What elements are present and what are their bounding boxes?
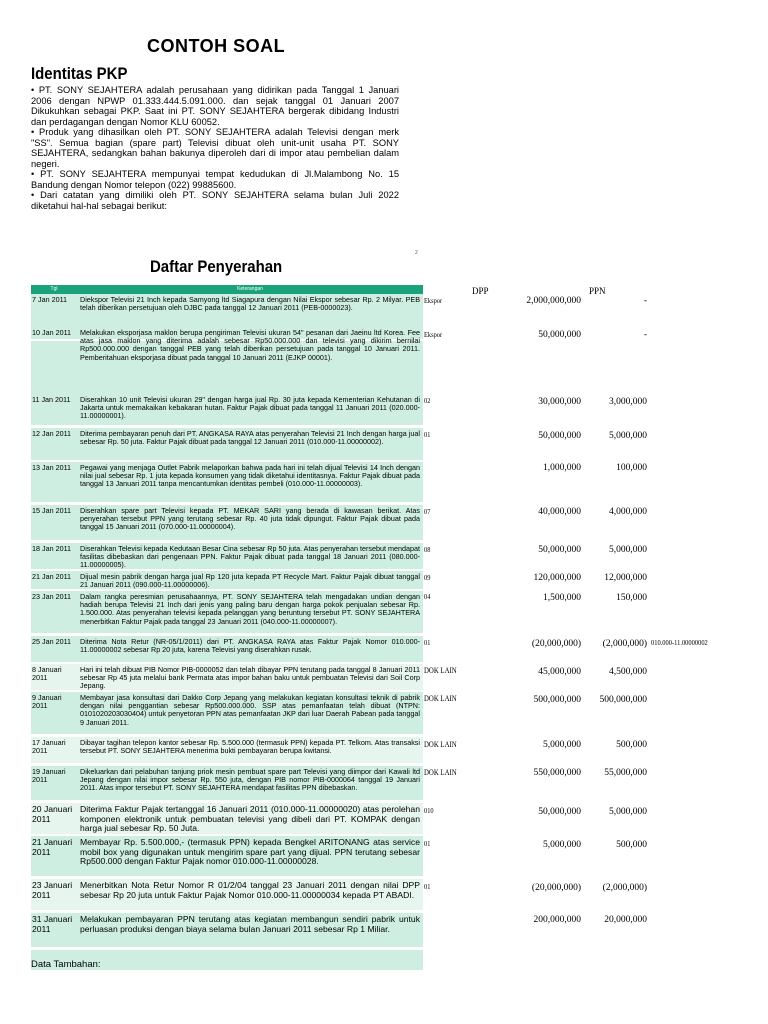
row-code: 09: [424, 573, 431, 582]
table-row: [31, 505, 423, 542]
row-code: DOK LAIN: [424, 740, 457, 749]
table-row: [31, 428, 423, 462]
row-date: 19 Januari 2011: [32, 767, 66, 785]
row-dpp: 30,000,000: [538, 397, 581, 407]
row-date: 21 Januari 2011: [32, 837, 73, 857]
row-dpp: 5,000,000: [543, 740, 581, 750]
row-code: Ekspor: [424, 330, 443, 339]
identity-paragraph: • PT. SONY SEJAHTERA mempunyai tempat kedudukan di Jl.Malambong No. 15 Bandung dengan Nomor telepon (022) 99885600.: [31, 169, 399, 190]
page-marker: 2: [415, 250, 418, 256]
row-ppn: 55,000,000: [604, 768, 647, 778]
row-ppn: 20,000,000: [604, 915, 647, 925]
row-description: Dikeluarkan dari pelabuhan tanjung priok mesin pembuat spare part Televisi yang diimpor dari Kawali ltd Jepang dengan nilai impor sebesar Rp. 550 juta, dengan PIB nomor PIB-0000064 tanggal 19 Januari 2011. Atas impor tersebut PT. SONY SEJAHTERA mendapat fasilitas PPN dibebaskan.: [80, 767, 420, 793]
row-dpp: 2,000,000,000: [526, 296, 581, 306]
row-dpp: 5,000,000: [543, 840, 581, 850]
row-date: 13 Jan 2011: [32, 463, 72, 472]
row-description: Hari ini telah dibuat PIB Nomor PIB-0000052 dan telah dibayar PPN terutang pada tanggal 8 Januari 2011 sebesar Rp 45 juta melalui bank Permata atas impor bahan baku untuk pembuatan Televisi dari Soil Corp Jepang.: [80, 665, 420, 691]
row-code: DOK LAIN: [424, 768, 457, 777]
table-row: [31, 394, 423, 427]
table-row: [31, 462, 423, 504]
row-ppn: 4,000,000: [609, 507, 647, 517]
table-header: [31, 285, 423, 294]
row-code: DOK LAIN: [424, 666, 457, 675]
row-date: 10 Jan 2011: [32, 328, 72, 337]
row-code: 07: [424, 507, 431, 516]
table-row: [31, 836, 423, 878]
row-ppn: 3,000,000: [609, 397, 647, 407]
table-row: [31, 664, 423, 692]
identity-paragraph: • PT. SONY SEJAHTERA adalah perusahaan yang didirikan pada Tanggal 1 Januari 2006 dengan NPWP 01.333.444.5.091.000. dan sejak tanggal 01 Januari 2007 Dikukuhkan sebagai PKP. Saat ini PT. SONY SEJAHTERA bergerak dibidang Industri dan perdagangan dengan Nomor KLU 60052.: [31, 85, 399, 127]
row-description: Membayar Rp. 5.500.000,- (termasuk PPN) kepada Bengkel ARITONANG atas service mobil box yang digunakan untuk mengirim spare part yang dijual. PPN terutang sebesar Rp500.000 dengan Faktur Pajak nomor 010.000-11.00000028.: [80, 837, 420, 867]
row-code: 01: [424, 430, 431, 439]
row-date: 25 Jan 2011: [32, 637, 72, 646]
row-description: Diterima Nota Retur (NR-05/1/2011) dari PT. ANGKASA RAYA atas Faktur Pajak Nomor 010.000-11.00000002 sebesar Rp 20 juta, karena Televisi yang diserahkan rusak.: [80, 637, 420, 655]
table-row: [31, 766, 423, 802]
row-description: Melakukan pembayaran PPN terutang atas kegiatan membangun sendiri pabrik untuk perluasan produksi dengan biaya selama bulan Januari 2011 sebesar Rp 1 Miliar.: [80, 914, 420, 934]
row-ppn: 4,500,000: [609, 667, 647, 677]
row-description: Diserahkan spare part Televisi kepada PT. MEKAR SARI yang berada di kawasan berikat. Atas penyerahan tersebut PPN yang terutang sebesar Rp. 40 juta tidak dipungut. Faktur Pajak dibuat pada tanggal 15 Januari 2011 (070.000-11.00000004).: [80, 506, 420, 532]
column-header-dpp: DPP: [472, 286, 489, 296]
row-code: 02: [424, 396, 431, 405]
row-dpp: 50,000,000: [538, 330, 581, 340]
row-description: Diterima pembayaran penuh dari PT. ANGKASA RAYA atas penyerahan Televisi 21 Inch dengan harga jual sebesar Rp. 50 juta. Faktur Pajak dibuat pada tanggal 12 Januari 2011 (010.000-11.00000002).: [80, 429, 420, 447]
row-description: Diekspor Televisi 21 Inch kepada Samyong ltd Siagapura dengan Nilai Ekspor sebesar Rp. 2 Milyar. PEB telah diberikan persetujuan oleh DJBC pada tanggal 12 Januari 2011 (PEB-0000023).: [80, 295, 420, 313]
additional-data-label: Data Tambahan:: [31, 959, 101, 970]
identity-paragraph: • Produk yang dihasilkan oleh PT. SONY SEJAHTERA adalah Televisi dengan merk "SS". Semua bagian (spare part) Televisi dibuat oleh unit-unit usaha PT. SONY SEJAHTERA, sedangkan bahan bakunya diperoleh dari di impor atau pembelian dalam negeri.: [31, 127, 399, 169]
row-dpp: 45,000,000: [538, 667, 581, 677]
row-dpp: 550,000,000: [533, 768, 581, 778]
row-ppn: 500,000: [616, 740, 647, 750]
row-date: 23 Januari 2011: [32, 880, 73, 900]
row-description: Membayar jasa konsultasi dari Dakko Corp Jepang yang melakukan kegiatan konsultasi teknik di pabrik dengan nilai penggantian sebesar Rp500.000.000. SSP atas pemanfaatan telah dibuat (NTPN: 0101020203030404) untuk penyetoran PPN atas pemanfaatan JKP dari luar Daerah Pabean pada tanggal 9 Januari 2011.: [80, 693, 420, 727]
table-row: [31, 737, 423, 765]
table-row: [31, 543, 423, 571]
column-header-description: Keterangan: [237, 286, 263, 292]
identity-paragraph: • Dari catatan yang dimiliki oleh PT. SONY SEJAHTERA selama bulan Juli 2022 diketahui hal-hal sebagai berikut:: [31, 190, 399, 211]
row-dpp: 200,000,000: [533, 915, 581, 925]
row-ppn: (2,000,000): [602, 639, 647, 649]
row-date: 9 Januari 2011: [32, 693, 62, 711]
row-date: 23 Jan 2011: [32, 592, 72, 601]
row-description: Pegawai yang menjaga Outlet Pabrik melaporkan bahwa pada hari ini telah dijual Televisi 14 Inch dengan nilai jual sebesar Rp. 1 juta kepada konsumen yang tidak diketahui identitasnya. Faktur Pajak dibuat pada tanggal 13 Januari 2011 tanpa mencantumkan identitas pembeli (010.000-11.00000003).: [80, 463, 420, 489]
identity-heading: Identitas PKP: [31, 64, 128, 83]
row-description: Diserahkan Televisi kepada Kedutaan Besar Cina sebesar Rp 50 juta. Atas penyerahan tersebut mendapat fasilitas dibebaskan dari pengenaan PPN. Faktur Pajak dibuat pada tanggal 18 Januari 2011 (080.000-11.00000005).: [80, 544, 420, 570]
row-dpp: 1,000,000: [543, 463, 581, 473]
row-code: 08: [424, 545, 431, 554]
row-date: 15 Jan 2011: [32, 506, 72, 515]
row-ppn: (2,000,000): [602, 883, 647, 893]
row-code: 010: [424, 806, 434, 815]
row-ppn: 12,000,000: [604, 573, 647, 583]
row-dpp: 50,000,000: [538, 545, 581, 555]
row-dpp: 1,500,000: [543, 593, 581, 603]
row-reference-number: 010.000-11.00000002: [651, 638, 708, 647]
row-code: 01: [424, 839, 431, 848]
row-date: 20 Januari 2011: [32, 804, 73, 824]
row-dpp: (20,000,000): [531, 883, 581, 893]
handover-heading: Daftar Penyerahan: [150, 257, 283, 276]
table-row: [31, 692, 423, 736]
row-code: 04: [424, 592, 431, 601]
row-ppn: 5,000,000: [609, 807, 647, 817]
row-code: DOK LAIN: [424, 694, 457, 703]
row-ppn: -: [643, 330, 647, 340]
row-code: 01: [424, 638, 431, 647]
row-ppn: 5,000,000: [609, 431, 647, 441]
row-ppn: 500,000: [616, 840, 647, 850]
table-row: [31, 636, 423, 664]
row-dpp: 50,000,000: [538, 807, 581, 817]
row-description: Menerbitkan Nota Retur Nomor R 01/2/04 tanggal 23 Januari 2011 dengan nilai DPP sebesar Rp 20 juta untuk Faktur Pajak Nomor 010.000-11.00000034 kepada PT ABADI.: [80, 880, 420, 900]
identity-body: [31, 85, 399, 211]
row-description: Diterima Faktur Pajak tertanggal 16 Januari 2011 (010.000-11.00000020) atas perolehan komponen elektronik untuk pembuatan televisi yang dibeli dari PT. KOMPAK dengan harga jual sebesar Rp. 50 Juta.: [80, 804, 420, 834]
document-title: CONTOH SOAL: [147, 36, 286, 56]
row-dpp: 40,000,000: [538, 507, 581, 517]
row-ppn: 500,000,000: [599, 695, 647, 705]
row-ppn: 5,000,000: [609, 545, 647, 555]
row-dpp: 120,000,000: [533, 573, 581, 583]
row-date: 18 Jan 2011: [32, 544, 72, 553]
row-dpp: 500,000,000: [533, 695, 581, 705]
table-row: [31, 803, 423, 836]
footer-row: [31, 950, 423, 970]
row-description: Melakukan eksporjasa maklon berupa pengiriman Televisi ukuran 54" pesanan dari Jaeinu ltd Korea. Fee atas jasa maklon yang diterima adalah sebesar Rp50.000.000 dan televisi yang dikirim bernilai Rp500.000.000 dengan tanggal PEB yang telah diberikan persetujuan pada tanggal 10 Januari 2011. Pemberitahuan eksporjasa dibuat pada tanggal 10 Januari 2011 (EJKP 00001).: [80, 328, 420, 362]
column-header-ppn: PPN: [589, 286, 606, 296]
row-description: Dijual mesin pabrik dengan harga jual Rp 120 juta kepada PT Recycle Mart. Faktur Pajak dibuat tanggal 21 Januari 2011 (090.000-11.00000006).: [80, 572, 420, 590]
row-description: Diserahkan 10 unit Televisi ukuran 29" dengan harga jual Rp. 30 juta kepada Kementerian Kehutanan di Jakarta untuk memakaikan kebakaran hutan. Faktur Pajak dibuat pada tanggal 11 Januari 2011 (020.000-11.00000001).: [80, 395, 420, 421]
table-row: [31, 571, 423, 591]
row-date: 8 Januari 2011: [32, 665, 62, 683]
row-code: Ekspor: [424, 296, 443, 305]
row-date: 11 Jan 2011: [32, 395, 71, 404]
row-ppn: 100,000: [616, 463, 647, 473]
row-description: Dibayar tagihan telepon kantor sebesar Rp. 5.500.000 (termasuk PPN) kepada PT. Telkom. Atas transaksi tersebut PT. SONY SEJAHTERA menerima bukti pembayaran berupa kwitansi.: [80, 738, 420, 756]
row-date: 7 Jan 2011: [32, 295, 68, 304]
row-description: Dalam rangka peresmian perusahaannya, PT. SONY SEJAHTERA telah mengadakan undian dengan hadiah berupa Televisi 21 Inch dari jenis yang paling baru dengan harga pokok penjualan sebesar Rp. 1.500.000. Atas penyerahan televisi kepada pelanggan yang beruntung tersebut PT. SONY SEJAHTERA menerbitkan Faktur Pajak pada tanggal 23 Januari 2011 (040.000-11.00000007).: [80, 592, 420, 626]
row-ppn: 150,000: [616, 593, 647, 603]
row-date: 21 Jan 2011: [32, 572, 72, 581]
row-dpp: 50,000,000: [538, 431, 581, 441]
row-date: 31 Januari 2011: [32, 914, 73, 934]
table-row: [31, 913, 423, 949]
row-ppn: -: [643, 296, 647, 306]
table-row: [31, 879, 423, 912]
table-row: [31, 591, 423, 635]
row-date: 17 Januari 2011: [32, 738, 66, 756]
row-dpp: (20,000,000): [531, 639, 581, 649]
row-code: 01: [424, 882, 431, 891]
row-date: 12 Jan 2011: [32, 429, 72, 438]
column-header-date: Tgl: [50, 286, 58, 292]
handover-table: [31, 285, 423, 294]
